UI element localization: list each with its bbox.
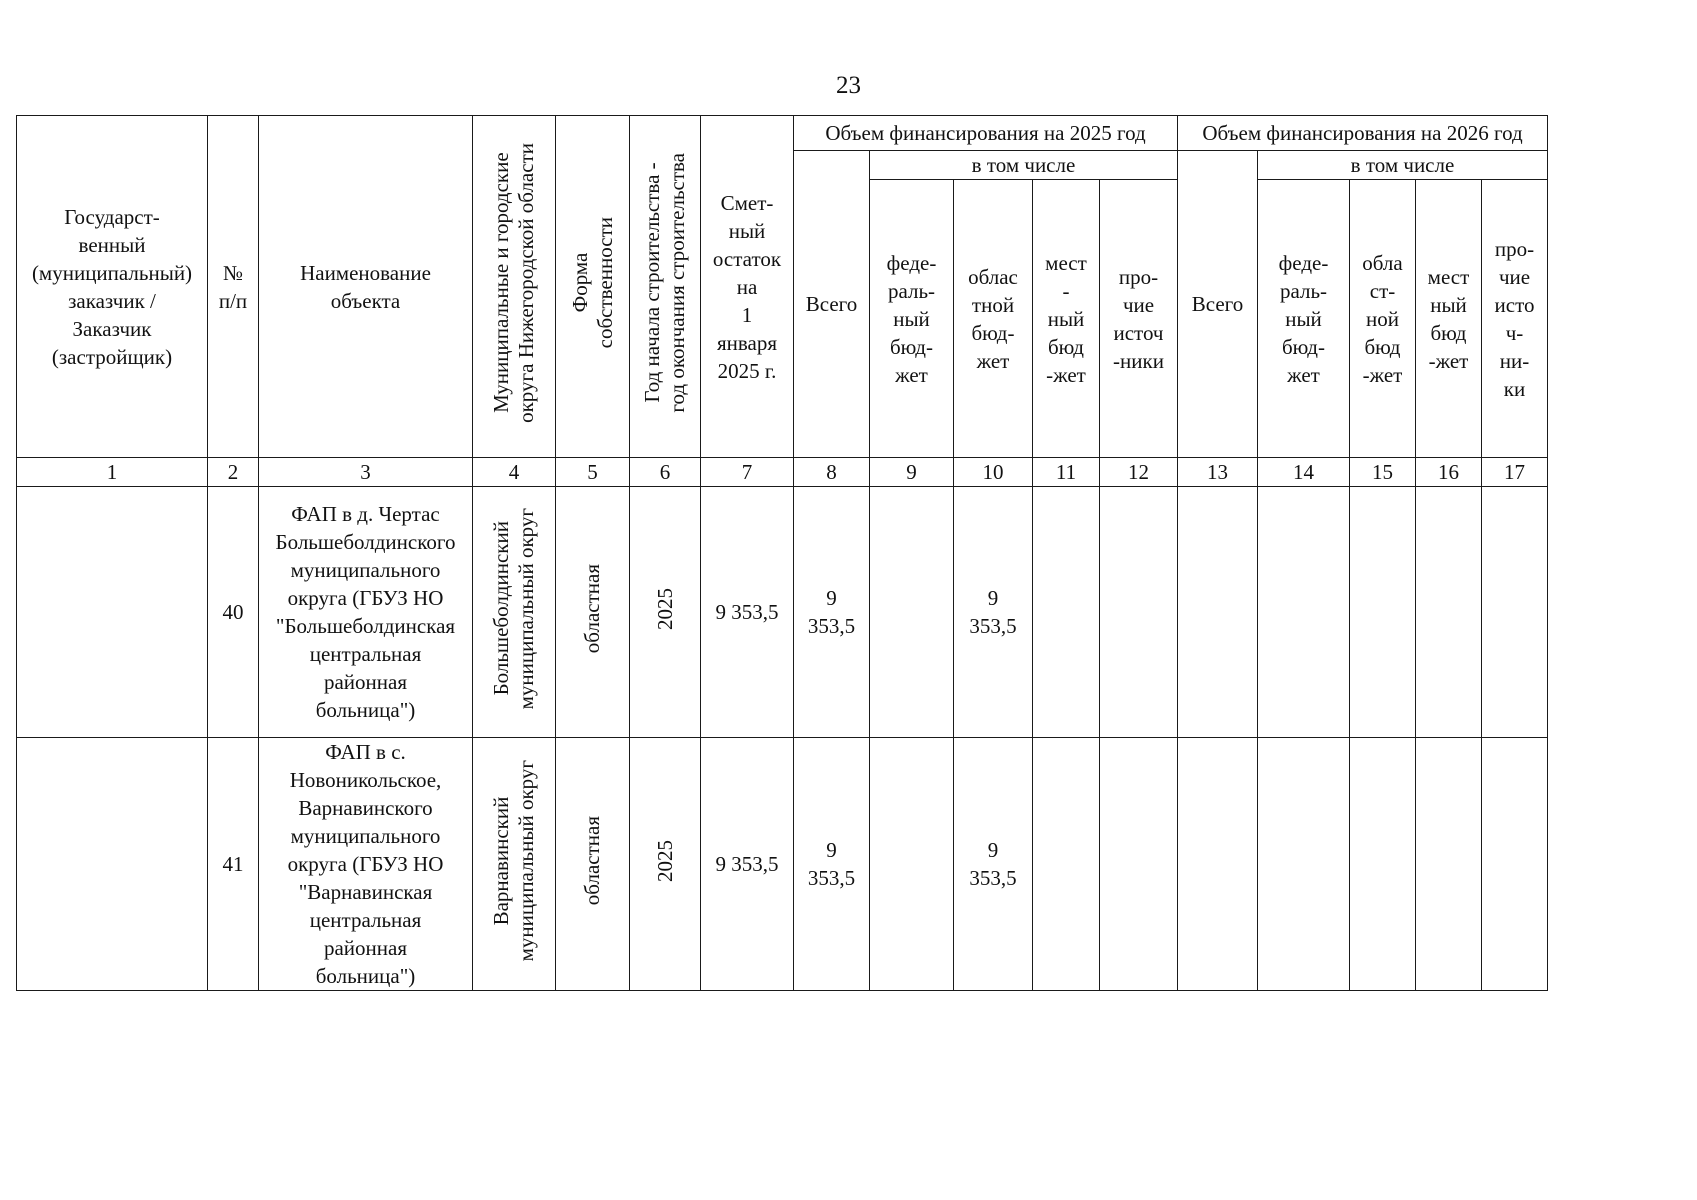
total-2026-cell [1178,738,1258,991]
column-number: 6 [630,458,701,487]
object-name: ФАП в с. Новоникольское, Варнавинского муниципального округа (ГБУЗ НО "Варнавинская центральная районная больница") [259,738,473,991]
header-ownership: Форма собственности [556,116,630,458]
header-local-2025: мест - ный бюд -жет [1033,180,1100,458]
federal-2026-cell [1258,738,1350,991]
table-row [17,738,1548,991]
header-total-2026: Всего [1178,151,1258,458]
ownership-cell: областная [556,738,630,991]
construction-years-cell: 2025 [630,487,701,738]
header-local-2026: мест ный бюд -жет [1416,180,1482,458]
column-number: 8 [794,458,870,487]
column-number: 5 [556,458,630,487]
column-number: 14 [1258,458,1350,487]
federal-2025-cell [870,738,954,991]
column-number: 4 [473,458,556,487]
column-number-row [17,458,1548,487]
header-row-number: № п/п [208,116,259,458]
header-group-2025: Объем финансирования на 2025 год [794,116,1178,151]
header-federal-2025: феде- раль- ный бюд- жет [870,180,954,458]
header-construction-years: Год начала строительства - год окончания строительства [630,116,701,458]
column-number: 3 [259,458,473,487]
column-number: 17 [1482,458,1548,487]
remainder-cell: 9 353,5 [701,487,794,738]
column-number: 1 [17,458,208,487]
district-cell: Большеболдинский муниципальный округ [473,487,556,738]
header-total-2025: Всего [794,151,870,458]
header-regional-2026: обла ст- ной бюд -жет [1350,180,1416,458]
column-number: 15 [1350,458,1416,487]
construction-years-cell: 2025 [630,738,701,991]
column-number: 16 [1416,458,1482,487]
other-2025-cell [1100,487,1178,738]
other-2026-cell [1482,738,1548,991]
customer-cell [17,738,208,991]
federal-2026-cell [1258,487,1350,738]
regional-2026-cell [1350,738,1416,991]
local-2026-cell [1416,738,1482,991]
header-estimated-remainder: Смет- ный остаток на 1 января 2025 г. [701,116,794,458]
total-2025-cell: 9 353,5 [794,487,870,738]
column-number: 10 [954,458,1033,487]
header-object-name: Наименование объекта [259,116,473,458]
header-group-2026: Объем финансирования на 2026 год [1178,116,1548,151]
header-other-2025: про- чие источ -ники [1100,180,1178,458]
row-number: 41 [208,738,259,991]
table-row [17,487,1548,738]
page-number: 23 [836,72,861,99]
total-2025-cell: 9 353,5 [794,738,870,991]
customer-cell [17,487,208,738]
header-including-2026: в том числе [1258,151,1548,180]
financing-table [16,115,1548,991]
row-number: 40 [208,487,259,738]
column-number: 7 [701,458,794,487]
local-2026-cell [1416,487,1482,738]
total-2026-cell [1178,487,1258,738]
header-regional-2025: облас тной бюд- жет [954,180,1033,458]
regional-2025-cell: 9 353,5 [954,738,1033,991]
local-2025-cell [1033,738,1100,991]
other-2026-cell [1482,487,1548,738]
remainder-cell: 9 353,5 [701,738,794,991]
other-2025-cell [1100,738,1178,991]
header-including-2025: в том числе [870,151,1178,180]
header-districts: Муниципальные и городские округа Нижегородской области [473,116,556,458]
header-customer: Государст- венный (муниципальный) заказчик / Заказчик (застройщик) [17,116,208,458]
column-number: 13 [1178,458,1258,487]
regional-2025-cell: 9 353,5 [954,487,1033,738]
federal-2025-cell [870,487,954,738]
column-number: 9 [870,458,954,487]
ownership-cell: областная [556,487,630,738]
header-other-2026: про- чие исто ч- ни- ки [1482,180,1548,458]
column-number: 11 [1033,458,1100,487]
column-number: 12 [1100,458,1178,487]
object-name: ФАП в д. Чертас Большеболдинского муниципального округа (ГБУЗ НО "Большеболдинская центральная районная больница") [259,487,473,738]
header-federal-2026: феде- раль- ный бюд- жет [1258,180,1350,458]
column-number: 2 [208,458,259,487]
local-2025-cell [1033,487,1100,738]
regional-2026-cell [1350,487,1416,738]
district-cell: Варнавинский муниципальный округ [473,738,556,991]
